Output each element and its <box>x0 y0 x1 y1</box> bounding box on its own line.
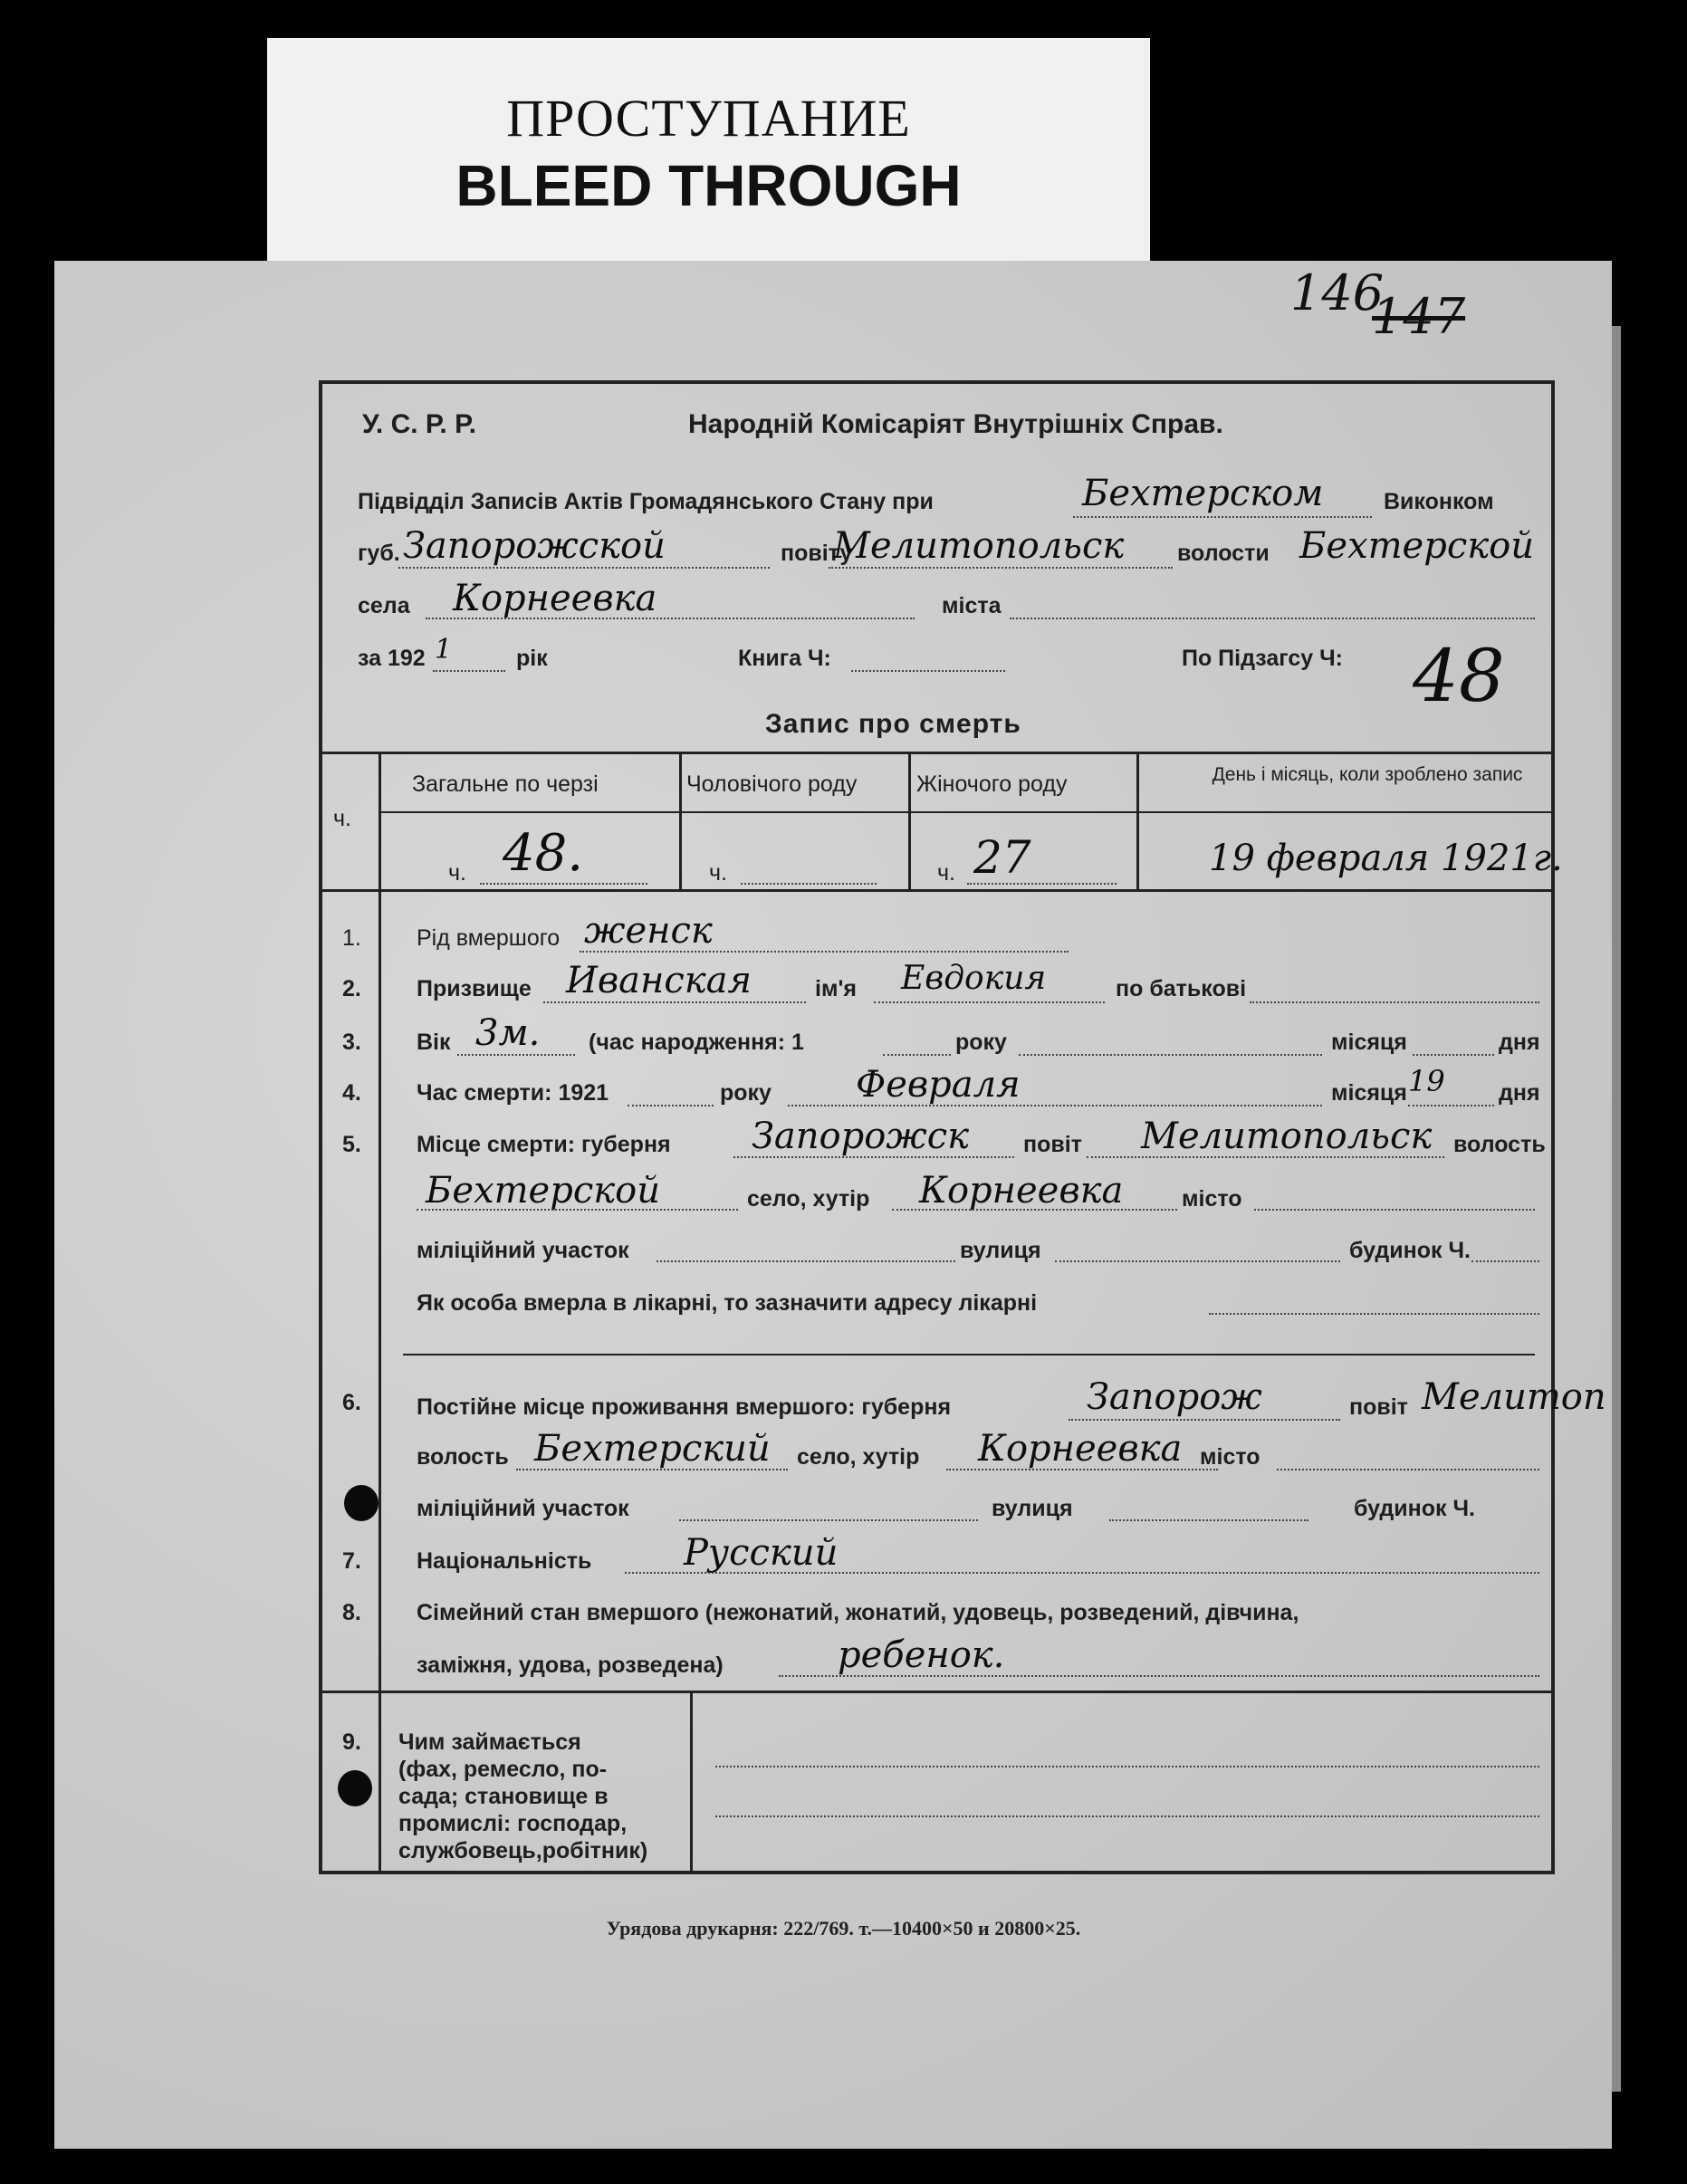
row4-day-label: дня <box>1499 1080 1540 1106</box>
row6-label: Постійне місце проживання вмершого: губерня <box>417 1394 952 1420</box>
row1-label: Рід вмершого <box>417 925 561 951</box>
date-value: 19 февраля 1921г. <box>1209 838 1563 879</box>
row8-label: Сімейний стан вмершого (нежонатий, жонатий, удовець, розведений, дівчина, <box>417 1600 1299 1625</box>
col-general: Загальне по черзі <box>412 771 599 797</box>
row5-number: 5. <box>342 1132 361 1157</box>
row9-number: 9. <box>342 1729 361 1755</box>
row3-number: 3. <box>342 1030 361 1055</box>
row6-povit-label: повіт <box>1349 1394 1408 1420</box>
row4-label: Час смерти: 1921 <box>417 1080 609 1106</box>
row3-month-line <box>1413 1054 1494 1056</box>
row5-gub-line <box>733 1156 1014 1158</box>
row4-number: 4. <box>342 1080 361 1106</box>
volost-label: волости <box>1177 541 1270 566</box>
misto-label: міста <box>942 593 1002 618</box>
row9-label-5: службовець,робітник) <box>398 1838 648 1863</box>
year-label-pre: за 192 <box>358 646 426 671</box>
row5-povit-label: повіт <box>1023 1132 1082 1157</box>
table-bottom-rule <box>319 889 1555 892</box>
female-prefix: ч. <box>937 860 955 886</box>
row9-line-1 <box>715 1766 1539 1767</box>
row6-militia-label: міліційний участок <box>417 1496 629 1521</box>
row5-povit-line <box>1087 1156 1444 1158</box>
bleed-through-label-card <box>267 38 1150 263</box>
row2-name-label: ім'я <box>815 976 857 1001</box>
row5-label: Місце смерти: губерня <box>417 1132 671 1157</box>
row4-month-value: Февраля <box>856 1064 1021 1106</box>
male-prefix: ч. <box>709 860 727 886</box>
row7-value: Русский <box>684 1532 839 1574</box>
row8-number: 8. <box>342 1600 361 1625</box>
row8-value: ребенок. <box>838 1634 1005 1676</box>
executive-label: Виконком <box>1384 489 1494 514</box>
row4-day-value: 19 <box>1408 1064 1445 1098</box>
male-line <box>741 883 877 885</box>
row5-house-line <box>1471 1260 1539 1262</box>
row2-surname-label: Призвище <box>417 976 532 1001</box>
row6-volost-value: Бехтерский <box>534 1428 771 1470</box>
row2-name-line <box>874 1001 1105 1003</box>
guberniya-value: Запорожской <box>403 525 666 567</box>
row8-label2: заміжня, удова, розведена) <box>417 1652 724 1678</box>
row4-month-label: місяця <box>1331 1080 1407 1106</box>
row5-house-label: будинок Ч. <box>1349 1238 1471 1263</box>
row9-label-2: (фах, ремесло, по- <box>398 1757 608 1782</box>
row6-house-label: будинок Ч. <box>1354 1496 1475 1521</box>
row9-label-4: промислі: господар, <box>398 1811 628 1836</box>
row1-number: 1. <box>342 925 361 951</box>
row6-selo-value: Корнеевка <box>978 1428 1183 1470</box>
row4-month-line <box>788 1105 1322 1106</box>
row5-hospital-line <box>1209 1313 1539 1315</box>
row5-misto-label: місто <box>1182 1186 1242 1212</box>
general-prefix: ч. <box>448 860 466 886</box>
row-number-col-rule <box>379 892 381 1874</box>
row6-street-line <box>1109 1519 1308 1521</box>
subdept-label: Підвідділ Записів Актів Громадянського Стану при <box>358 489 934 514</box>
row6-volost-line <box>516 1469 788 1470</box>
row3-age-label: Вік <box>417 1030 451 1055</box>
col-date: День і місяць, коли зроблено запис <box>1212 764 1523 785</box>
row9-label-3: сада; становище в <box>398 1784 609 1809</box>
label-ru: ПРОСТУПАНИЕ <box>506 89 911 148</box>
row3-year-label: року <box>955 1030 1007 1055</box>
commissariat: Народній Комісаріят Внутрішніх Справ. <box>688 409 1223 439</box>
year-label-post: рік <box>516 646 548 671</box>
row3-month-label: місяця <box>1331 1030 1407 1055</box>
povit-line <box>829 567 1173 569</box>
subdept-line <box>1073 516 1372 518</box>
row6-street-label: вулиця <box>992 1496 1073 1521</box>
row9-top-rule <box>319 1691 1555 1693</box>
misto-line <box>1010 618 1535 619</box>
row6-selo-line <box>946 1469 1218 1470</box>
row5-selo-line <box>892 1209 1177 1211</box>
row3-age-value: 3м. <box>475 1012 541 1054</box>
row5-gub-value: Запорожск <box>752 1116 970 1157</box>
row7-label: Національність <box>417 1548 592 1574</box>
pidzags-value: 48 <box>1413 634 1505 718</box>
year-line <box>433 670 505 672</box>
row1-value: женск <box>584 910 713 952</box>
row6-misto-label: місто <box>1200 1444 1260 1470</box>
year-value: 1 <box>435 634 453 666</box>
table-ch: ч. <box>333 806 351 831</box>
row6-gub-line <box>1069 1419 1340 1421</box>
row6-militia-line <box>679 1519 978 1521</box>
row2-name-value: Евдокия <box>901 960 1047 997</box>
row5-militia-line <box>657 1260 955 1262</box>
row9-label-1: Чим займається <box>398 1729 581 1755</box>
povit-label: повіту <box>781 541 853 566</box>
table-col-rule-2 <box>679 752 682 889</box>
table-top-rule <box>319 752 1555 754</box>
row7-number: 7. <box>342 1548 361 1574</box>
row3-birth-label: (час народження: 1 <box>589 1030 804 1055</box>
row5-hospital-label: Як особа вмерла в лікарні, то зазначити адресу лікарні <box>417 1290 1038 1316</box>
row6-gub-value: Запорож <box>1087 1376 1262 1418</box>
row4-year-label: року <box>720 1080 772 1106</box>
row9-line-2 <box>715 1815 1539 1817</box>
row3-day-label: дня <box>1499 1030 1540 1055</box>
row2-patr-label: по батькові <box>1116 976 1247 1001</box>
general-value: 48. <box>503 824 584 883</box>
table-col-rule-3 <box>908 752 911 889</box>
row5-selo-value: Корнеевка <box>919 1170 1124 1212</box>
printer-footer: Урядова друкарня: 222/769. т.—10400×50 и 20800×25. <box>606 1917 1081 1940</box>
row8-line <box>779 1675 1539 1677</box>
row9-col-rule <box>690 1691 693 1874</box>
table-col-rule-4 <box>1136 752 1139 889</box>
row2-number: 2. <box>342 976 361 1001</box>
volost-value: Бехтерской <box>1299 525 1534 567</box>
row6-number: 6. <box>342 1390 361 1415</box>
row6-povit-value: Мелитоп <box>1422 1376 1606 1418</box>
republic: У. С. Р. Р. <box>362 409 476 439</box>
row6-selo-label: село, хутір <box>797 1444 920 1470</box>
row5-street-line <box>1055 1260 1340 1262</box>
row3-year-line <box>1019 1054 1322 1056</box>
female-value: 27 <box>973 831 1031 884</box>
col-female: Жіночого роду <box>916 771 1068 797</box>
pidzags-label: По Підзагсу Ч: <box>1182 646 1344 671</box>
table-col-rule-1 <box>379 752 381 889</box>
row5-povit-value: Мелитопольск <box>1141 1116 1433 1157</box>
general-line <box>480 883 647 885</box>
row5-extra-line <box>403 1354 1535 1355</box>
povit-value: Мелитопольск <box>833 525 1125 567</box>
row5-selo-label: село, хутір <box>747 1186 870 1212</box>
row6-volost-label: волость <box>417 1444 509 1470</box>
selo-line <box>426 618 915 619</box>
selo-label: села <box>358 593 410 618</box>
selo-value: Корнеевка <box>453 578 657 619</box>
row5-misto-line <box>1254 1209 1535 1211</box>
guberniya-label: губ. <box>358 541 400 566</box>
table-mid-rule <box>379 811 1555 813</box>
row2-surname-line <box>543 1001 806 1003</box>
label-en: BLEED THROUGH <box>455 153 962 218</box>
col-male: Чоловічого роду <box>686 771 858 797</box>
row5-street-label: вулиця <box>960 1238 1041 1263</box>
row6-misto-line <box>1277 1469 1539 1470</box>
row3-birth-line <box>883 1054 951 1056</box>
book-label: Книга Ч: <box>738 646 831 671</box>
row4-year-line <box>628 1105 714 1106</box>
row5-volost-line <box>417 1209 738 1211</box>
row2-patr-line <box>1250 1001 1539 1003</box>
row1-line <box>580 951 1069 953</box>
row7-line <box>625 1572 1539 1574</box>
guberniya-line <box>398 567 770 569</box>
book-line <box>851 670 1005 672</box>
row5-militia-label: міліційний участок <box>417 1238 629 1263</box>
female-line <box>967 883 1117 885</box>
archive-number-old: 146 <box>1290 264 1385 321</box>
row3-age-line <box>457 1054 575 1056</box>
subdept-value: Бехтерском <box>1082 473 1324 514</box>
archive-number-new: 147 <box>1372 288 1466 345</box>
row4-day-line <box>1408 1105 1494 1106</box>
row2-surname-value: Иванская <box>566 960 752 1001</box>
record-title: Запис про смерть <box>765 709 1021 739</box>
row5-volost-label: волость <box>1453 1132 1546 1157</box>
row5-volost-value: Бехтерской <box>426 1170 660 1212</box>
